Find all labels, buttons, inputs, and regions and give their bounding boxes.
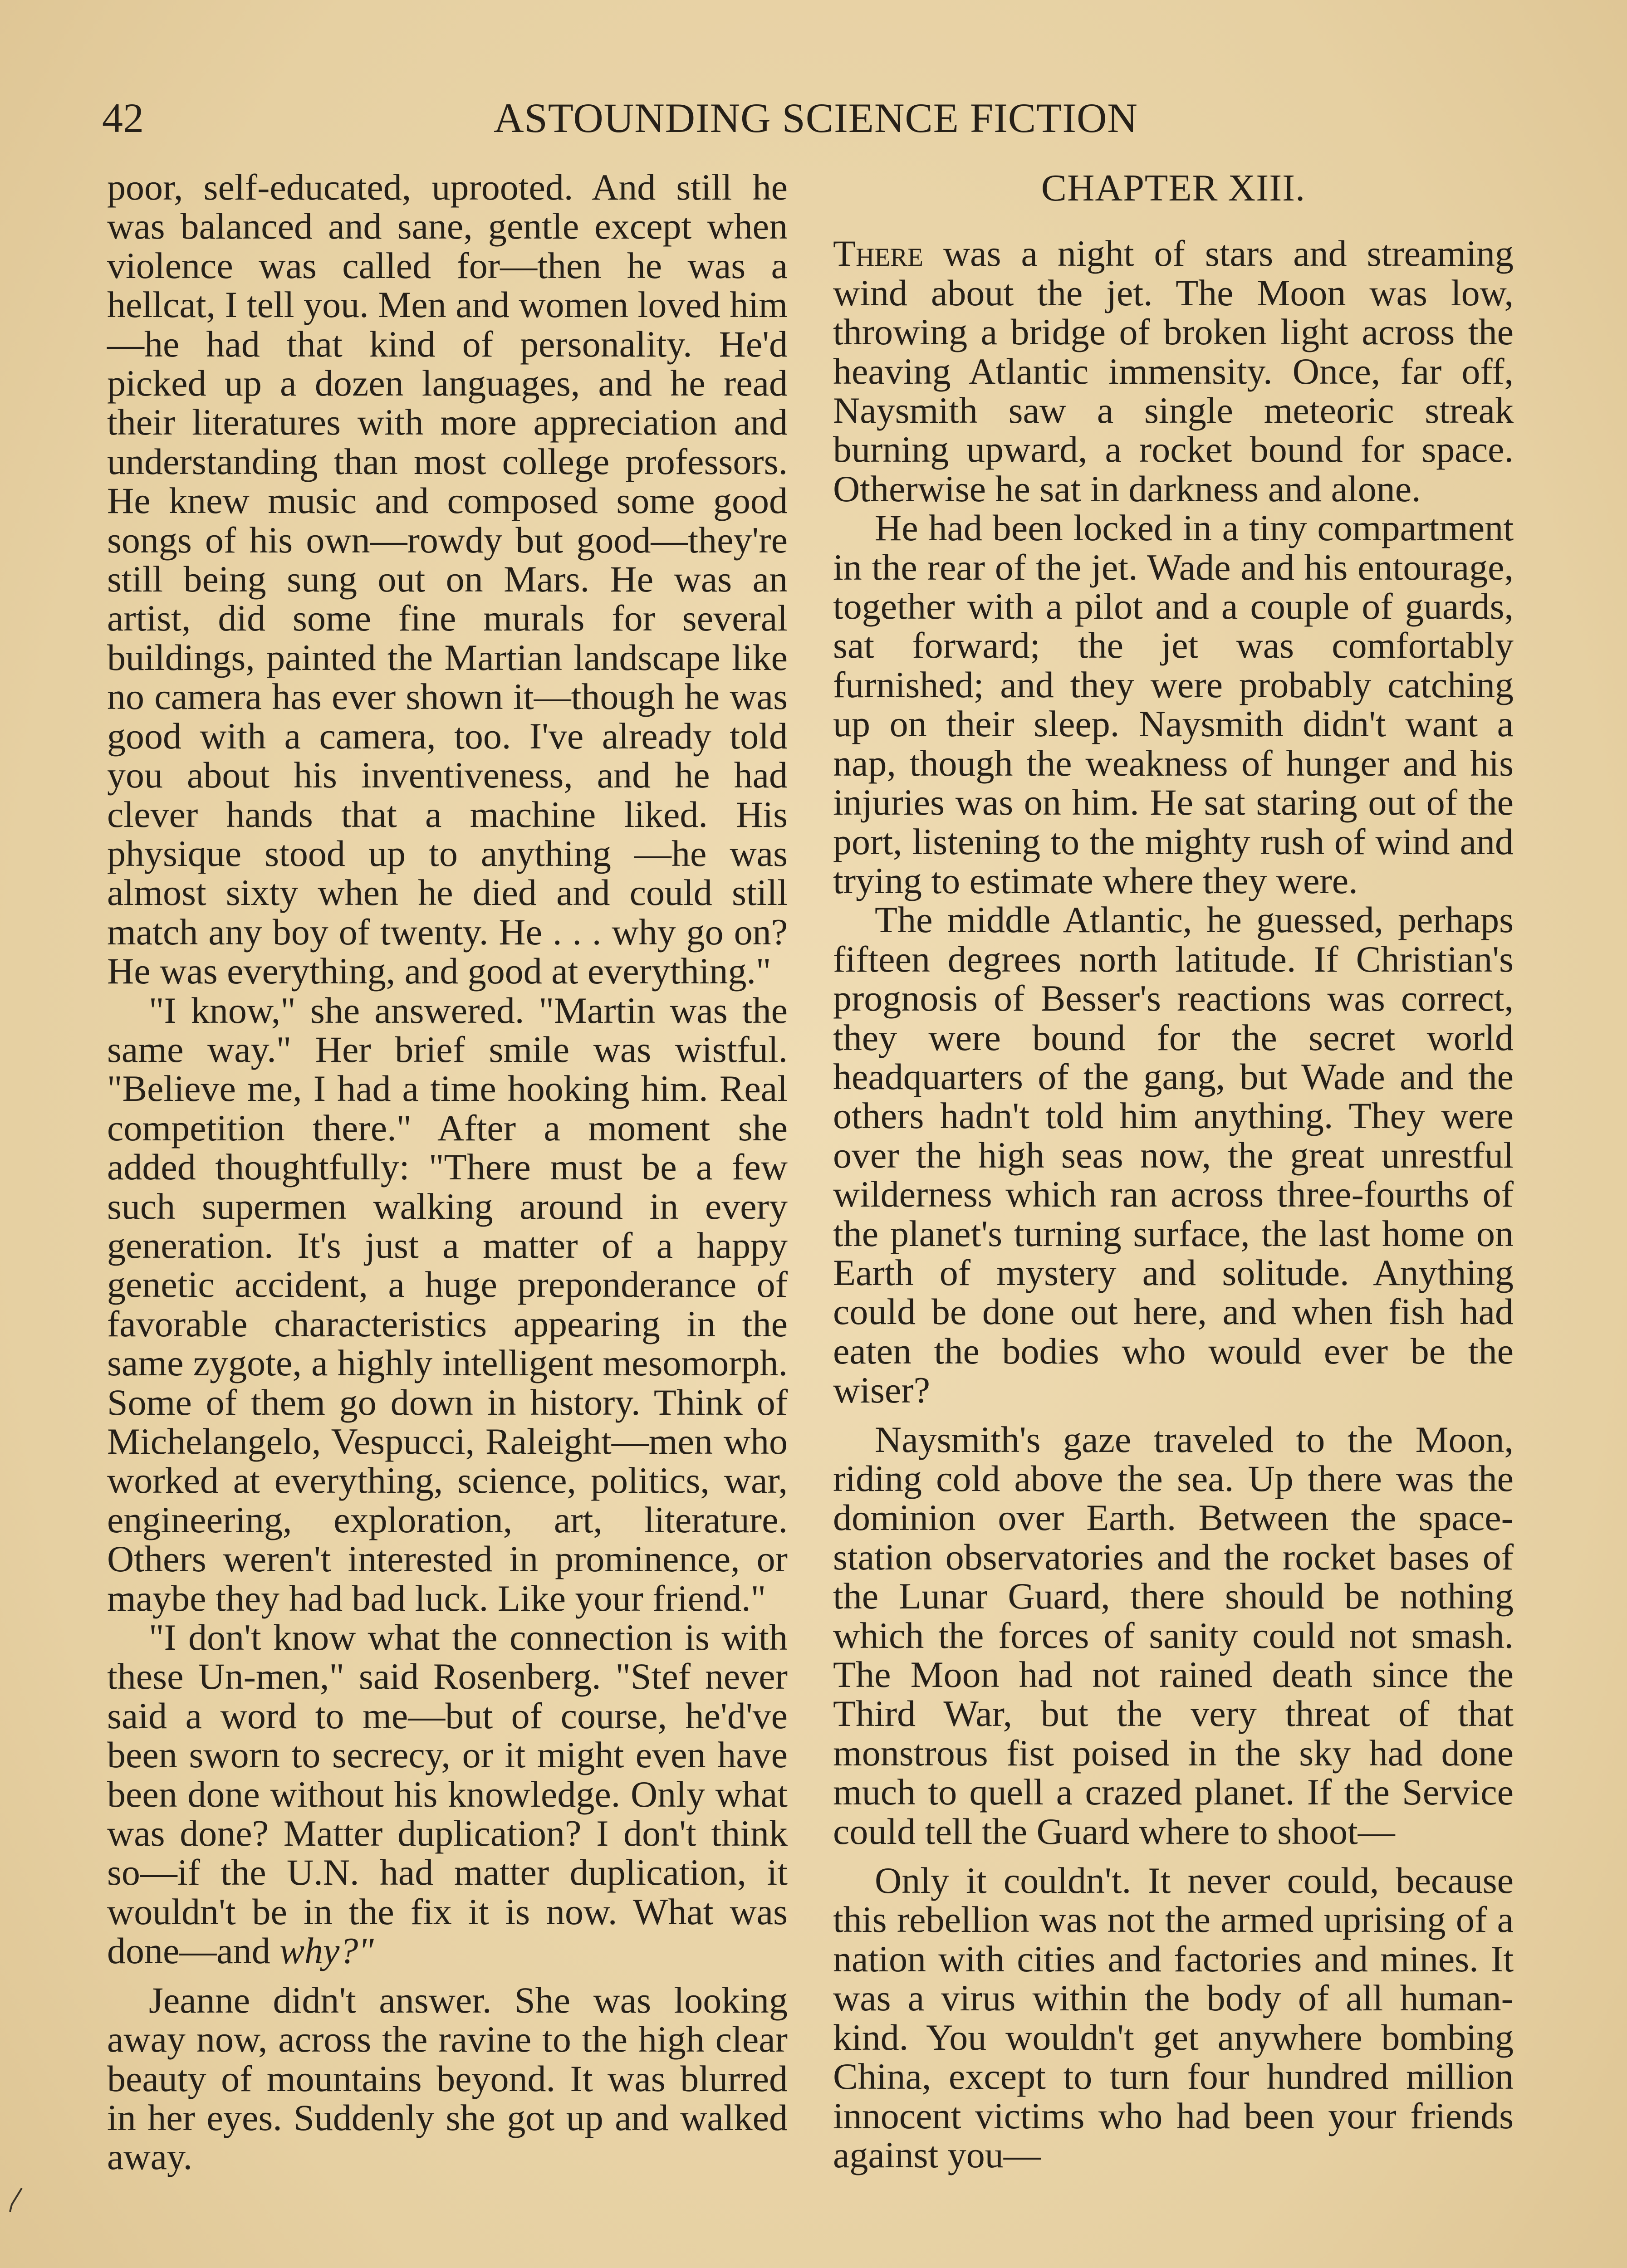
page-header: [102, 86, 1529, 150]
italic-text: why?": [279, 1930, 374, 1972]
pencil-mark-icon: [8, 2186, 25, 2214]
opening-word: There: [833, 233, 923, 274]
running-title: ASTOUNDING SCIENCE FICTION: [494, 95, 1138, 141]
right-column: [833, 168, 1514, 2175]
paragraph-text: "I don't know what the connection is with these Un-men," said Rosenberg. "Stef never said a word to me—but of course, he'd've been sworn to secrecy, or it might even have been done without his knowledge. Only what was done? Matter duplication? I don't think so—if the U.N. had matter duplication, it wouldn't be in the fix it is now. What was done—and: [107, 1617, 788, 1972]
chapter-heading: CHAPTER XIII.: [1041, 167, 1306, 209]
paragraph: The middle Atlantic, he guessed, perhaps fifteen degrees north latitude. If Christian's prognosis of Besser's reactions was correct, they were bound for the secret world headquarters of the gang, but Wade and the others hadn't told him anything. They were over the high seas now, the great unrestful wilderness which ran across three-fourths of the planet's turning surface, the last home on Earth of mystery and solitude. Anything could be done out here, and when fish had eaten the bodies who would ever be the wiser?: [833, 899, 1514, 1411]
paragraph: Jeanne didn't answer. She was looking away now, across the ravine to the high clear beauty of mountains beyond. It was blurred in her eyes. Suddenly she got up and walked away.: [107, 1979, 788, 2178]
paragraph: "I know," she answered. "Martin was the same way." Her brief smile was wistful. "Believe me, I had a time hooking him. Real competition there." After a moment she added thoughtfully: "There must be a few such supermen walking around in every generation. It's just a matter of a happy genetic accident, a huge preponderance of favorable characteristics appearing in the same zygote, a highly intelligent mesomorph. Some of them go down in history. Think of Michelangelo, Vespucci, Raleight—men who worked at everything, science, politics, war, engineering, exploration, art, literature. Others weren't interested in prominence, or maybe they had bad luck. Like your friend.": [107, 989, 788, 1619]
paragraph-text: was a night of stars and streaming wind about the jet. The Moon was low, throwing a bridge of broken light across the heaving Atlantic immensity. Once, far off, Naysmith saw a single meteoric streak burning upward, a rocket bound for space. Otherwise he sat in darkness and alone.: [833, 233, 1514, 509]
paragraph: [833, 234, 1514, 508]
paragraph: [107, 1618, 788, 1971]
left-column: [107, 168, 788, 2177]
page-number: 42: [102, 95, 144, 141]
paragraph: poor, self-educated, uprooted. And still he was balanced and sane, gentle except when violence was called for—then he was a hellcat, I tell you. Men and women loved him—he had that kind of personality. He'd picked up a dozen languages, and he read their literatures with more appreciation and understanding than most college professors. He knew music and composed some good songs of his own—rowdy but good—they're still being sung out on Mars. He was an artist, did some fine murals for several buildings, painted the Martian landscape like no camera has ever shown it—though he was good with a camera, too. I've already told you about his inventiveness, and he had clever hands that a machine liked. His physique stood up to anything —he was almost sixty when he died and could still match any boy of twenty. He . . . why go on? He was everything, and good at everything.": [107, 166, 788, 992]
paragraph: Only it couldn't. It never could, because this rebellion was not the armed uprising of a nation with cities and factories and mines. It was a virus within the body of all human-kind. You wouldn't get anywhere bombing China, except to turn four hundred million innocent victims who had been your friends against you—: [833, 1860, 1514, 2175]
paragraph: Naysmith's gaze traveled to the Moon, riding cold above the sea. Up there was the dominion over Earth. Between the space-station observatories and the rocket bases of the Lunar Guard, there should be nothing which the forces of sanity could not smash. The Moon had not rained death since the Third War, but the very threat of that monstrous fist poised in the sky had done much to quell a crazed planet. If the Service could tell the Guard where to shoot—: [833, 1418, 1514, 1852]
paragraph: He had been locked in a tiny compartment in the rear of the jet. Wade and his entourage, together with a pilot and a couple of guards, sat forward; the jet was comfortably furnished; and they were probably catching up on their sleep. Naysmith didn't want a nap, though the weakness of hunger and his injuries was on him. He sat staring out of the port, listening to the mighty rush of wind and trying to estimate where they were.: [833, 507, 1514, 901]
